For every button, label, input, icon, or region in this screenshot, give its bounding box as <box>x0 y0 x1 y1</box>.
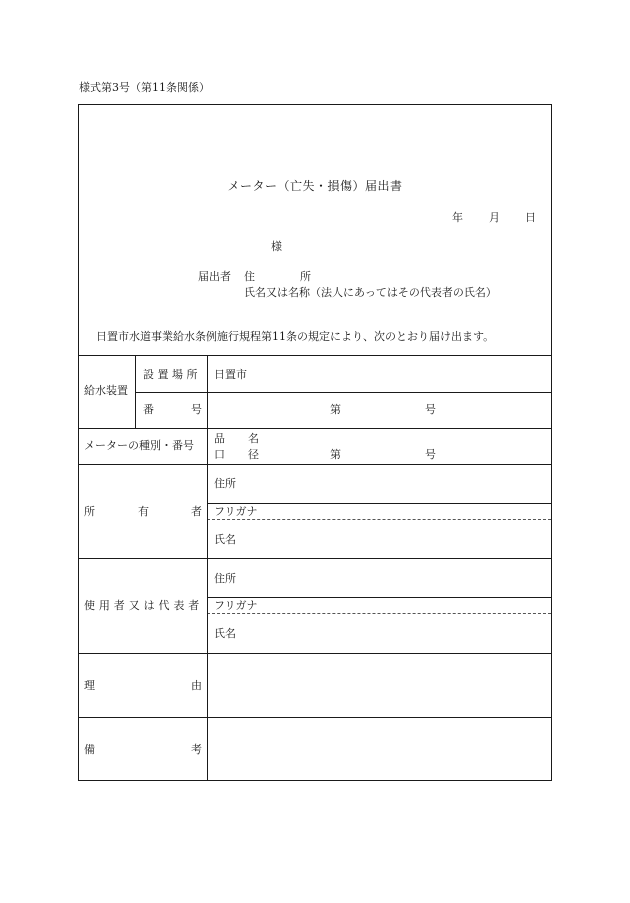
meter-diameter-label-2: 径 <box>248 448 259 461</box>
table-row-line <box>79 558 551 559</box>
user-name-field[interactable]: 氏名 <box>214 627 236 640</box>
intro-statement: 日置市水道事業給水条例施行規程第11条の規定により、次のとおり届け出ます。 <box>96 330 495 343</box>
submitter-address-label-1: 住 <box>244 270 255 283</box>
device-number-dai: 第 <box>330 403 341 416</box>
form-title: メーター（亡失・損傷）届出書 <box>227 179 403 193</box>
owner-name-field[interactable]: 氏名 <box>214 533 236 546</box>
submitter-name-label: 氏名又は名称（法人にあってはその代表者の氏名） <box>244 286 497 299</box>
date-day-label: 日 <box>525 211 536 224</box>
submitter-label: 届出者 <box>198 270 231 283</box>
recipient-suffix: 様 <box>271 240 282 253</box>
furigana-dashed-line <box>207 613 551 614</box>
installation-location-label: 設 置 場 所 <box>143 368 198 381</box>
submitter-address-label-2: 所 <box>300 270 311 283</box>
reason-label-1: 理 <box>84 679 95 692</box>
remarks-field[interactable] <box>208 718 550 779</box>
device-number-label-2: 号 <box>191 403 202 416</box>
table-row-line <box>79 428 551 429</box>
table-row-line <box>135 392 551 393</box>
meter-diameter-label-1: 口 <box>214 448 225 461</box>
reason-field[interactable] <box>208 654 550 716</box>
form-number-label: 様式第3号（第11条関係） <box>79 81 210 94</box>
user-representative-label: 使 用 者 又 は 代 表 者 <box>84 599 200 612</box>
supply-device-label: 給水装置 <box>84 384 128 397</box>
meter-type-number-label: メーターの種別・番号 <box>84 439 194 452</box>
meter-number-go: 号 <box>425 448 436 461</box>
installation-location-value: 日置市 <box>214 368 247 381</box>
owner-furigana-field[interactable]: フリガナ <box>214 505 258 518</box>
meter-product-name-label-2: 名 <box>248 432 259 445</box>
user-furigana-field[interactable]: フリガナ <box>214 599 258 612</box>
user-address-field[interactable]: 住所 <box>214 572 236 585</box>
date-month-label: 月 <box>489 211 500 224</box>
owner-label-1: 所 <box>84 505 95 518</box>
table-column-line <box>135 355 136 428</box>
meter-number-dai: 第 <box>330 448 341 461</box>
table-row-line <box>207 597 551 598</box>
device-number-go: 号 <box>425 403 436 416</box>
owner-label-3: 者 <box>191 505 202 518</box>
owner-label-2: 有 <box>138 505 149 518</box>
meter-product-name-label-1: 品 <box>214 432 225 445</box>
table-row-line <box>79 464 551 465</box>
table-row-line <box>207 503 551 504</box>
date-year-label: 年 <box>452 211 463 224</box>
table-column-line <box>207 355 208 780</box>
remarks-label-2: 考 <box>191 743 202 756</box>
device-number-label-1: 番 <box>143 403 154 416</box>
remarks-label-1: 備 <box>84 743 95 756</box>
reason-label-2: 由 <box>191 679 202 692</box>
owner-address-field[interactable]: 住所 <box>214 477 236 490</box>
table-top-line <box>79 355 551 356</box>
furigana-dashed-line <box>207 519 551 520</box>
